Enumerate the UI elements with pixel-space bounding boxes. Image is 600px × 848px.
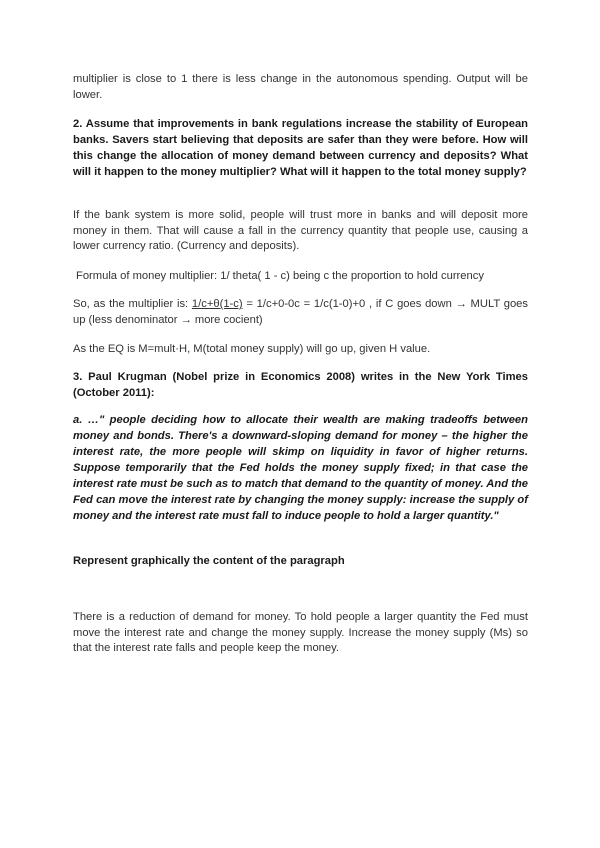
krugman-quote: a. …" people deciding how to allocate their wealth are making tradeoffs between money and bonds. There's a downward-sloping demand for money – the higher the interest rate, the more people will skimp on liquidity in favor of higher returns. Suppose temporarily that the Fed holds the money supply fixed; in that case the interest rate must be such as to match that demand to the quantity of money. And the Fed can move the interest rate by changing the money supply: increase the supply of money and the interest rate must fall to induce people to hold a larger quantity." bbox=[73, 414, 528, 522]
question-3-task: Represent graphically the content of the paragraph bbox=[73, 555, 345, 567]
answer-2-conclusion: As the EQ is M=mult·H, M(total money supply) will go up, given H value. bbox=[73, 343, 431, 355]
multiplier-prefix: So, as the multiplier is: bbox=[73, 298, 192, 310]
answer-2-formula: Formula of money multiplier: 1/ theta( 1 - c) being c the proportion to hold currency bbox=[76, 270, 484, 282]
answer-3: There is a reduction of demand for money. To hold people a larger quantity the Fed must move the interest rate and change the money supply. Increase the money supply (Ms) so that the interest rate falls and people keep the money. bbox=[73, 611, 528, 655]
question-2: 2. Assume that improvements in bank regulations increase the stability of European banks. Savers start believing that deposits are safer than they were before. How will this change the allocation of money demand between currency and deposits? What will it happen to the money multiplier? What will it happen to the total money supply? bbox=[73, 118, 528, 178]
answer-2-paragraph-1: If the bank system is more solid, people will trust more in banks and will deposit more money in them. That will cause a fall in the currency quantity that people use, causing a lower currency ratio. (Currency and deposits). bbox=[73, 209, 528, 253]
multiplier-fraction: 1/c+θ(1-c) bbox=[191, 298, 243, 310]
multiplier-suffix: = 1/c+0-0c = 1/c(1-0)+0 , if C goes down → MULT goes up (less denominator → more cocient) bbox=[73, 298, 528, 326]
answer-2-multiplier bbox=[73, 297, 528, 328]
intro-paragraph: multiplier is close to 1 there is less change in the autonomous spending. Output will be lower. bbox=[73, 73, 528, 101]
question-3: 3. Paul Krugman (Nobel prize in Economics 2008) writes in the New York Times (October 2011): bbox=[73, 371, 528, 399]
